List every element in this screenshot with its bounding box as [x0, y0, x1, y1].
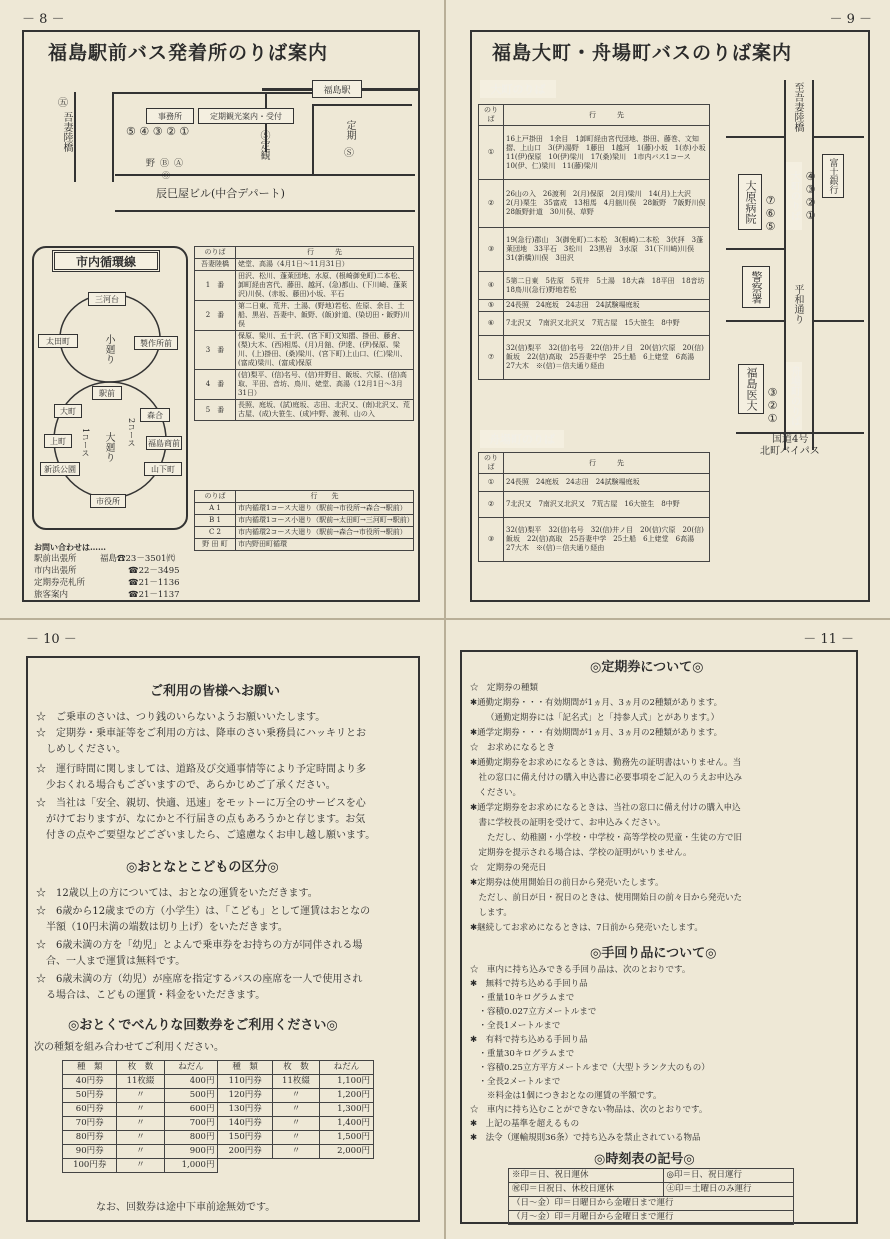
notice-line: がけておりますが、なにかと不行届きの点もあろうかと存じます。お気 — [36, 814, 366, 825]
stop-ekimae: 駅前 — [92, 386, 122, 400]
table-row — [479, 126, 710, 180]
age-line: 合、一人まで運賃は無料です。 — [36, 956, 186, 967]
funaba-stops-1-3: ③②① — [766, 386, 779, 425]
stop-fukushima-sho-mae: 福島商前 — [146, 436, 182, 450]
cell: 1,300円 — [320, 1103, 374, 1117]
cell: 40円券 — [63, 1075, 117, 1089]
teiki-line: ✱通勤定期券をお求めになるときは、勤務先の証明書はいりません。当 — [470, 758, 742, 768]
road-line — [115, 174, 415, 176]
col-header: 種 類 — [218, 1061, 272, 1075]
cell: 800円 — [164, 1131, 218, 1145]
col-header: ねだん — [164, 1061, 218, 1075]
age-line: ☆ 12歳以上の方については、おとなの運賃をいただきます。 — [36, 888, 318, 899]
dest-cell: 市内循環1コース大廻り（駅前→市役所→森合→駅前） — [236, 503, 414, 515]
table-row — [195, 331, 414, 370]
office-box: 事務所 — [146, 108, 194, 124]
contact-name: 旅客案内 — [34, 590, 69, 600]
table-row — [195, 539, 414, 551]
table-row — [479, 518, 710, 562]
cell: 11枚綴 — [272, 1075, 319, 1089]
table-row — [479, 228, 710, 272]
page-number: － 11 － — [803, 632, 854, 647]
table-row — [479, 336, 710, 380]
cell: 200円券 — [218, 1145, 272, 1159]
section-title-notice: ご利用の皆様へお願い — [150, 684, 281, 699]
cell: 80円券 — [63, 1131, 117, 1145]
age-line: 半額（10円未満の端数は切り上げ）をいただきます。 — [36, 922, 288, 933]
cell: 140円券 — [218, 1117, 272, 1131]
cell: 150円券 — [218, 1131, 272, 1145]
bay-cell: 野 田 町 — [195, 539, 236, 551]
tour-info-box: 定期観光案内・受付 — [198, 108, 294, 124]
cell: 〃 — [117, 1089, 164, 1103]
cell — [320, 1159, 374, 1173]
table-row — [195, 400, 414, 421]
table-row — [509, 1169, 794, 1183]
dest-cell: 保原、梁川、五十沢、(宮下町)文知摺、掛田、藤倉、(梨)大木、(西)相馬、(月)月舘、伊達、(伊)保原、梁川、(上)掛田、(桑)梁川、(宮下町)上山口、(仁)梁川、(富成)梁川、(富成)保原 — [236, 331, 414, 370]
table-row — [509, 1211, 794, 1225]
cell: 〃 — [117, 1103, 164, 1117]
cell: 〃 — [272, 1131, 319, 1145]
baggage-line: ☆ 車内に持ち込みできる手回り品は、次のとおりです。 — [470, 965, 691, 975]
teiki-line: ください。 — [470, 788, 522, 798]
route-4-label: 国道4号 — [772, 434, 809, 445]
cell: 1,000円 — [164, 1159, 218, 1173]
teiki-line: 社の窓口に備え付けの購入申込書に必要事項をご記入のうえお申込み — [470, 773, 743, 783]
road-line — [115, 210, 415, 212]
cell: 1,500円 — [320, 1131, 374, 1145]
cell: 〃 — [117, 1131, 164, 1145]
page-8 — [0, 0, 444, 618]
teiki-line: ☆ 定期券の発売日 — [470, 863, 547, 873]
dest-cell: 第二日東、荒井、土湯、(野地)若松、佐原、余目、土船、黒岩、吾妻中、飯野、(飯)針道、(染切田・飯野)川俣 — [236, 301, 414, 331]
fuji-bank-box: 富士銀行 — [822, 154, 844, 198]
page-9 — [446, 0, 890, 618]
notice-line: ☆ 当社は「安全、親切、快適、迅速」をモットーに万全のサービスを心 — [36, 798, 366, 809]
left-stop-mark: ㊄ — [58, 98, 68, 109]
bay-cell: 5 番 — [195, 400, 236, 421]
coupon-intro: 次の種類を組み合わせてご利用ください。 — [34, 1042, 224, 1053]
road-line — [74, 92, 76, 182]
cell: 90円券 — [63, 1145, 117, 1159]
bay-cell: C 2 — [195, 527, 236, 539]
table-header-row — [63, 1061, 374, 1075]
symbol-table — [508, 1168, 794, 1225]
table-row — [195, 301, 414, 331]
notice-line: 付きの点やご要望などございましたら、ご遠慮なくお申し越し願います。 — [36, 830, 376, 841]
funaba-table — [478, 452, 710, 562]
cell: 〃 — [117, 1159, 164, 1173]
teiki-line: ✱継続してお求めになるときは、7日前から発売いたします。 — [470, 923, 703, 933]
age-line: る場合は、こどもの運賃・料金をいただきます。 — [36, 990, 266, 1001]
age-line: ☆ 6歳未満の方を「幼児」とよんで乗車券をお持ちの方が同伴される場 — [36, 940, 363, 951]
notice-line: ☆ 運行時間に関しましては、道路及び交通事情等により予定時間より多 — [36, 764, 366, 775]
table-row — [479, 474, 710, 492]
bay-cell: ① — [479, 474, 504, 492]
bay-cell: ③ — [479, 228, 504, 272]
col-header: のりば — [479, 453, 504, 474]
bay-cell: ⑤ — [479, 300, 504, 312]
bay-cell: ⑦ — [479, 336, 504, 380]
dest-cell: 田沢、松川、蓬萊団地、水原、(根崎御免町)二本松、卸町経由宮代、藤田、越河、(急)都山、(下川崎、蓬萊沢)川俣、(赤坂、藤田)小坂、平石 — [236, 271, 414, 301]
cell: ※印＝日、祝日運休 — [509, 1169, 664, 1183]
col-header: 枚 数 — [117, 1061, 164, 1075]
contact-tel: ☎21－1136 — [128, 578, 180, 588]
col-header: ねだん — [320, 1061, 374, 1075]
taxi-stop-b: Ⓑ — [160, 159, 170, 169]
department-building: 辰巳屋ビル(中合デパート) — [156, 187, 285, 200]
road-line — [312, 104, 412, 106]
cell: 2,000円 — [320, 1145, 374, 1159]
small-loop-label: 小廻り — [103, 334, 114, 364]
table-row — [479, 180, 710, 228]
table-row — [479, 492, 710, 518]
bypass-label: 北町バイパス — [760, 446, 820, 457]
bay-cell: 1 番 — [195, 271, 236, 301]
cell: 〃 — [272, 1145, 319, 1159]
road-line — [726, 320, 784, 322]
col-header: 枚 数 — [272, 1061, 319, 1075]
road-line — [312, 104, 314, 174]
bay-cell: 4 番 — [195, 370, 236, 400]
teiki-stop-label: 定期 — [344, 120, 355, 140]
table-row — [509, 1183, 794, 1197]
table-row — [63, 1117, 374, 1131]
col-header: のりば — [479, 105, 504, 126]
baggage-line: ✱ 有料で持ち込める手回り品 — [470, 1035, 588, 1045]
page-number: － 10 － — [26, 632, 77, 647]
table-row — [63, 1103, 374, 1117]
table-row — [63, 1159, 374, 1173]
bay-cell: A 1 — [195, 503, 236, 515]
dest-cell: 市内循環1コース小廻り（駅前→太田町→三河町→駅前） — [236, 515, 414, 527]
coupon-note: なお、回数券は途中下車前途無効です。 — [96, 1202, 276, 1213]
coupon-table — [62, 1060, 374, 1173]
police-station-box: 警察署 — [742, 266, 770, 308]
dest-cell: 19(急行)郡山 3(御免町)二本松 3(根崎)二本松 3伏拝 3蓬萊団地 33平石 3松川 23黒岩 3水原 31(下川崎)川俣 31(新橋)川俣 3田沢 — [504, 228, 710, 272]
dest-cell: 7北沢又 7南沢又北沢又 7荒古屋 16大笹生 8中野 — [504, 492, 710, 518]
contact-name: 駅前出張所 — [34, 554, 77, 564]
bay-cell: 3 番 — [195, 331, 236, 370]
table-row — [63, 1131, 374, 1145]
baggage-line: ☆ 車内に持ち込むことができない物品は、次のとおりです。 — [470, 1105, 708, 1115]
section-title-coupon: ◎おとくでべんりな回数券をご利用ください◎ — [68, 1018, 338, 1033]
medical-university-box: 福島医大 — [738, 364, 764, 414]
teiki-line: ☆ 定期券の種類 — [470, 683, 539, 693]
taxi-stop-d: Ⓒ — [162, 171, 170, 180]
heiwa-street-label: 平和通り — [792, 284, 803, 324]
cell: 110円券 — [218, 1075, 272, 1089]
table-row — [479, 312, 710, 336]
cell: （月～金）印＝月曜日から金曜日まで運行 — [509, 1211, 794, 1225]
tour-bus-stop: Ⓢ定観 — [258, 130, 269, 160]
omachi-header: 大町のりば — [480, 80, 556, 98]
baggage-line: ✱ 無料で持ち込める手回り品 — [470, 979, 588, 989]
stop-shinhama-park: 新浜公園 — [40, 462, 80, 476]
page-number: － 9 － — [829, 12, 872, 27]
dest-cell: 7北沢又 7南沢又北沢又 7荒古屋 15大笹生 8中野 — [504, 312, 710, 336]
baggage-line: ✱ 上記の基準を超えるもの — [470, 1119, 580, 1129]
table-row — [195, 503, 414, 515]
cell: （日～金）印＝日曜日から金曜日まで運行 — [509, 1197, 794, 1211]
course-2-label: 2コース — [127, 418, 136, 448]
table-row — [63, 1075, 374, 1089]
dest-cell: 26山の入 26渡利 2(月)保原 2(月)梁川 14(月)上大沢 2(月)栗生 35富成 13相馬 4月舘川俣 28飯野 7飯野川俣 28飯野針道 30川俣、草野 — [504, 180, 710, 228]
col-header: のりば — [195, 247, 236, 259]
road-line — [726, 248, 784, 250]
bay-cell: ② — [479, 180, 504, 228]
cell: ㊗印＝日祝日、休校日運休 — [509, 1183, 664, 1197]
cell: 〃 — [117, 1145, 164, 1159]
omachi-stop-label: 大町のりば — [786, 162, 802, 230]
teiki-line: ただし、幼稚園・小学校・中学校・高等学校の児童・生徒の方で旧 — [470, 833, 743, 843]
dest-cell: 姥堂、高湯（4月1日～11月31日） — [236, 259, 414, 271]
teiki-line: ✱定期券は使用開始日の前日から発売いたします。 — [470, 878, 664, 888]
teiki-line: 書に学校長の証明を受けて、お申込みください。 — [470, 818, 666, 828]
bay-cell: ④ — [479, 272, 504, 300]
table-row — [63, 1089, 374, 1103]
stop-otamachi: 太田町 — [38, 334, 78, 348]
road-line — [112, 92, 114, 182]
teiki-line: ☆ お求めになるとき — [470, 743, 556, 753]
notice-line: 少おくれる場合もございますので、あらかじめご了承ください。 — [36, 780, 336, 791]
stop-shiyakusho: 市役所 — [90, 494, 126, 508]
cell — [218, 1159, 272, 1173]
cell: 900円 — [164, 1145, 218, 1159]
baggage-line: ・全長2メートルまで — [470, 1077, 561, 1087]
dest-cell: 32(信)梨平 32(信)名号 32(信)井ノ目 20(信)穴原 20(信)飯坂 22(信)高取 25吾妻中学 25土船 6上姥堂 6高湯 27大木 ※(信)＝信夫通り経由 — [504, 518, 710, 562]
col-header: 行 先 — [236, 247, 414, 259]
bay-cell: ⑥ — [479, 312, 504, 336]
notice-line: ☆ ご乗車のさいは、つり銭のいらないようお願いいたします。 — [36, 712, 326, 723]
cell: 70円券 — [63, 1117, 117, 1131]
table-row — [195, 515, 414, 527]
page-10 — [0, 620, 444, 1239]
road-line — [726, 136, 784, 138]
teiki-line: ✱通学定期券をお求めになるときは、当社の窓口に備え付けの購入申込 — [470, 803, 741, 813]
bay-cell: 2 番 — [195, 301, 236, 331]
bay-cell: 吾妻陸橋 — [195, 259, 236, 271]
section-title-teiki: ◎定期券について◎ — [590, 660, 704, 675]
baggage-line: ✱ 法令（運輸規則36条）で持ち込みを禁止されている物品 — [470, 1133, 701, 1143]
baggage-line: ・容積0.027立方メートルまで — [470, 1007, 597, 1017]
omachi-stops-1-4: ④③②① — [804, 170, 817, 222]
stop-kamimachi: 上町 — [44, 434, 72, 448]
teiki-line: ただし、前日が日・祝日のときは、使用開始日の前々日から発売いた — [470, 893, 743, 903]
loop-title: 市内循環線 — [52, 250, 160, 272]
bay-cell: ① — [479, 126, 504, 180]
cell: 〃 — [272, 1089, 319, 1103]
bay-cell: B 1 — [195, 515, 236, 527]
teiki-line: 定期券を提示される場合は、学校の証明がいりません。 — [470, 848, 692, 858]
omachi-stops-5-7: ⑦⑥⑤ — [764, 194, 777, 233]
page-title: 福島大町・舟場町バスのりば案内 — [492, 42, 793, 64]
stop-moriai: 森合 — [140, 408, 170, 422]
cell: ◎印＝日、祝日運行 — [663, 1169, 793, 1183]
ohara-hospital-box: 大原病院 — [738, 174, 762, 230]
dest-cell: 市内野田町循環 — [236, 539, 414, 551]
table-row — [195, 271, 414, 301]
section-title-age: ◎おとなとこどもの区分◎ — [126, 860, 279, 875]
large-loop-label: 大廻り — [103, 432, 114, 462]
cell: 〃 — [272, 1117, 319, 1131]
baggage-line: ・全長1メートルまで — [470, 1021, 561, 1031]
dest-cell: 5第二日東 5佐原 5荒井 5土湯 18大森 18平田 18音坊 18鳥川(急行)野地若松 — [504, 272, 710, 300]
notice-line: ☆ 定期券・乗車証等をご利用の方は、降車のさい乗務員にハッキリとお — [36, 728, 366, 739]
col-header: のりば — [195, 491, 236, 503]
dest-cell: 16上戸掛田 1余目 1卸町経由宮代団地、掛田、藤巻、文知摺、上山口 3(伊)湯野 1藤田 1越河 1(藤)小坂 1(赤)小坂 11(伊)保原 10(伊)梁川 17(桑)梁川 1市内バス1コース 10(伊、仁)梁川 11(藤)梁川 — [504, 126, 710, 180]
contact-name: 市内出張所 — [34, 566, 77, 576]
baggage-line: ・重量10キログラムまで — [470, 993, 575, 1003]
cell: 50円券 — [63, 1089, 117, 1103]
teiki-line: します。 — [470, 908, 512, 918]
cell: ㊏印＝土曜日のみ運行 — [663, 1183, 793, 1197]
departure-table — [194, 246, 414, 421]
page-title: 福島駅前バス発着所のりば案内 — [48, 42, 329, 64]
table-row — [509, 1197, 794, 1211]
notice-line: しめしください。 — [36, 744, 126, 755]
dest-cell: 24長照 24庭坂 24志田 24試験場庭坂 — [504, 474, 710, 492]
cell: 1,100円 — [320, 1075, 374, 1089]
taxi-stop-a: 野 — [146, 159, 156, 169]
azuma-bridge-label: 吾妻陸橋 — [61, 112, 72, 152]
stop-mikawadai: 三河台 — [88, 292, 126, 306]
cell: 500円 — [164, 1089, 218, 1103]
col-header: 行 先 — [504, 453, 710, 474]
bay-cell: ③ — [479, 518, 504, 562]
contact-tel: 福島☎23－3501㈹ — [100, 554, 175, 564]
road-line — [812, 136, 864, 138]
stop-seisakusho-mae: 製作所前 — [134, 336, 178, 350]
baggage-line: ※料金は1個につきおとなの運賃の半額です。 — [470, 1091, 662, 1101]
road-line — [812, 320, 864, 322]
cell: 1,200円 — [320, 1089, 374, 1103]
funaba-header: 舟場町のりば — [480, 430, 564, 448]
loop-bay-table — [194, 490, 414, 551]
table-row — [195, 527, 414, 539]
contact-tel: ☎21－1137 — [128, 590, 180, 600]
table-row — [195, 259, 414, 271]
cell: 〃 — [117, 1117, 164, 1131]
to-azuma-bridge: 至吾妻陸橋 — [792, 82, 803, 132]
cell: 60円券 — [63, 1103, 117, 1117]
course-1-label: 1コース — [81, 428, 90, 458]
cell: 600円 — [164, 1103, 218, 1117]
teiki-line: （通勤定期券には「記名式」と「持参人式」とがあります。） — [486, 713, 720, 723]
contact-title: お問い合わせは…… — [34, 542, 106, 552]
table-row — [195, 370, 414, 400]
station-box: 福島駅 — [312, 80, 362, 98]
bay-cell: ② — [479, 492, 504, 518]
teiki-stop-mark: Ⓢ — [344, 148, 354, 159]
baggage-line: ・重量30キログラムまで — [470, 1049, 575, 1059]
rail-line — [262, 88, 312, 91]
cell: 700円 — [164, 1117, 218, 1131]
teiki-line: ✱通勤定期券・・・有効期間が1ヵ月、3ヵ月の2種類があります。 — [470, 698, 723, 708]
page-number: － 8 － — [22, 12, 65, 27]
stop-omachi: 大町 — [54, 404, 82, 418]
col-header: 種 類 — [63, 1061, 117, 1075]
table-row — [479, 272, 710, 300]
dest-cell: 24長照 24庭坂 24志田 24試験場庭坂 — [504, 300, 710, 312]
road-line — [112, 92, 312, 94]
page-11 — [446, 620, 890, 1239]
contact-tel: ☎22－3495 — [128, 566, 180, 576]
section-title-baggage: ◎手回り品について◎ — [590, 946, 717, 961]
cell: 11枚綴 — [117, 1075, 164, 1089]
stops-row-1-5: ⑤ ④ ③ ② ① — [126, 125, 190, 138]
taxi-stop-c: Ⓐ — [174, 159, 184, 169]
section-title-symbols: ◎時刻表の記号◎ — [594, 1152, 695, 1167]
omachi-table — [478, 104, 713, 380]
col-header: 行 先 — [236, 491, 414, 503]
table-row — [63, 1145, 374, 1159]
dest-cell: 32(信)梨平 32(信)名号 22(信)井ノ目 20(信)穴原 20(信)飯坂 22(信)高取 25吾妻中学 25土船 6上姥堂 6高湯 27大木 ※(信)＝信夫通り経由 — [504, 336, 710, 380]
dest-cell: 長照、庭坂、(試)庭坂、志田、北沢又、(南)北沢又、荒古屋、(成)大笹生、(成)中野、渡利、山の入 — [236, 400, 414, 421]
teiki-line: ✱通学定期券・・・有効期間が1ヵ月、3ヵ月の2種類があります。 — [470, 728, 723, 738]
cell: 100円券 — [63, 1159, 117, 1173]
dest-cell: 市内循環2コース大廻り（駅前→森合→市役所→駅前） — [236, 527, 414, 539]
rail-line — [362, 88, 420, 91]
cell: 400円 — [164, 1075, 218, 1089]
age-line: ☆ 6歳未満の方（幼児）が座席を指定するバスの座席を一人で使用され — [36, 974, 363, 985]
stop-yamashita-machi: 山下町 — [144, 462, 182, 476]
contact-name: 定期券売札所 — [34, 578, 86, 588]
col-header: 行 先 — [504, 105, 710, 126]
cell — [272, 1159, 319, 1173]
age-line: ☆ 6歳から12歳までの方（小学生）は、「こども」として運賃はおとなの — [36, 906, 371, 917]
table-row — [479, 300, 710, 312]
dest-cell: (信)梨平、(信)名号、(信)井野目、飯坂、穴原、(信)高取、平田、音坊、鳥川、姥堂、高湯（12月1日～3月31日） — [236, 370, 414, 400]
cell: 1,400円 — [320, 1117, 374, 1131]
cell: 120円券 — [218, 1089, 272, 1103]
funaba-stop-label: 舟場町のりば — [786, 362, 802, 430]
baggage-line: ・容積0.25立方平方メートルまで（大型トランク大のもの） — [470, 1063, 710, 1073]
cell: 130円券 — [218, 1103, 272, 1117]
cell: 〃 — [272, 1103, 319, 1117]
